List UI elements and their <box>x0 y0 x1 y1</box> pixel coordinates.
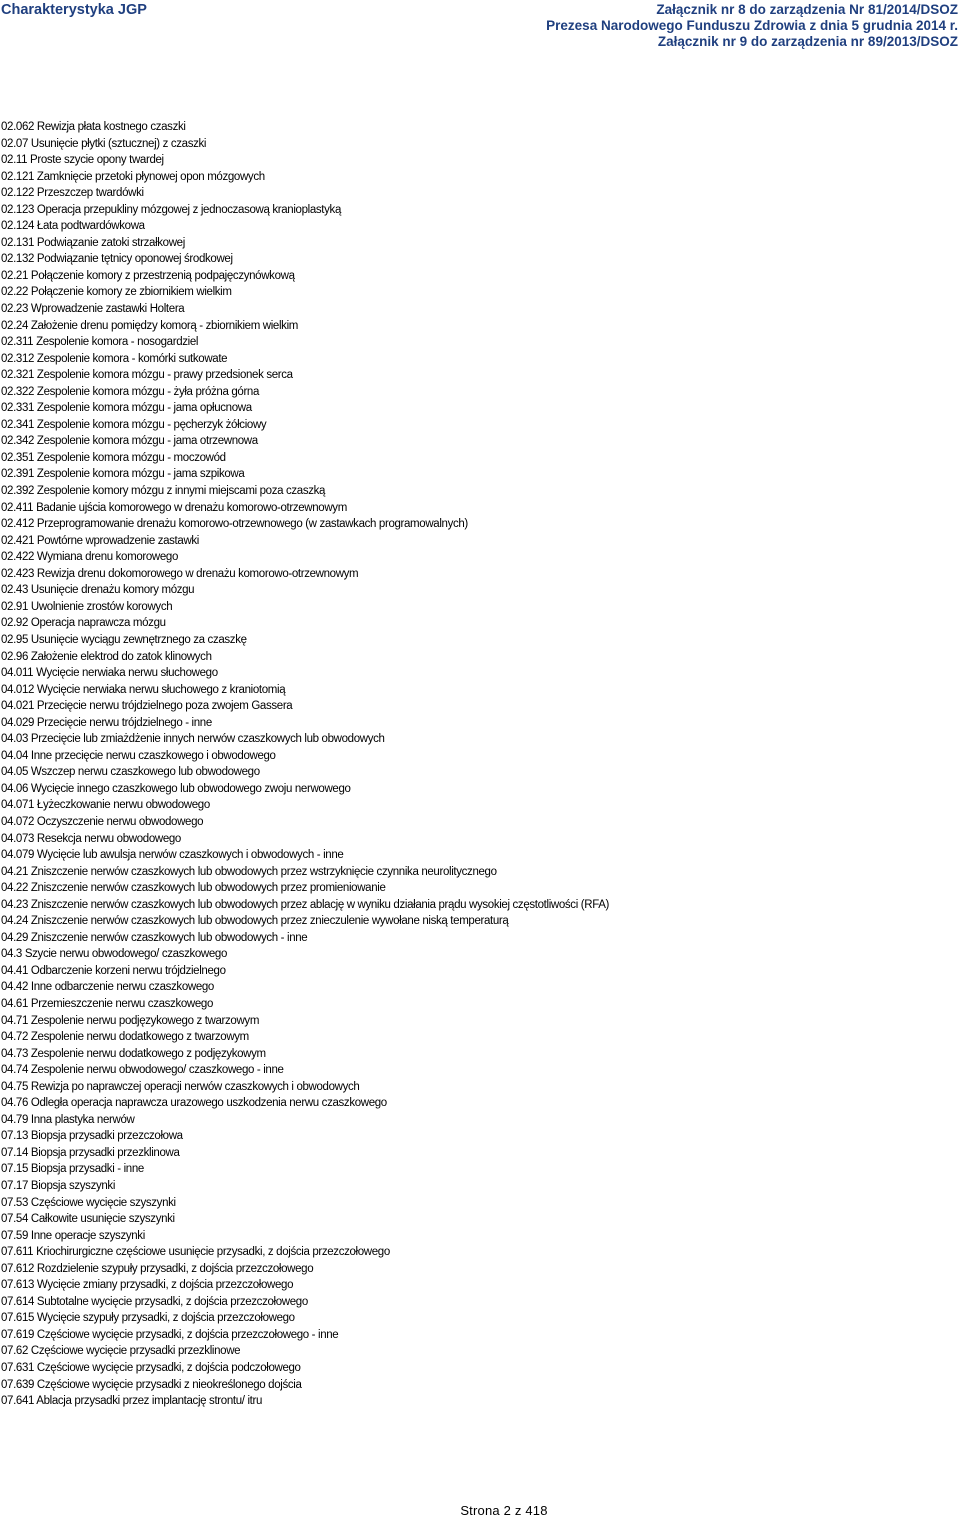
procedure-item: 02.07 Usunięcie płytki (sztucznej) z czaszki <box>1 137 207 150</box>
procedure-item: 02.91 Uwolnienie zrostów korowych <box>1 600 173 613</box>
procedure-item: 02.11 Proste szycie opony twardej <box>1 154 164 167</box>
procedure-item: 07.13 Biopsja przysadki przezczołowa <box>1 1130 183 1143</box>
procedure-item: 02.421 Powtórne wprowadzenie zastawki <box>1 534 200 547</box>
procedure-item: 02.311 Zespolenie komora - nosogardziel <box>1 336 199 349</box>
procedure-item: 04.61 Przemieszczenie nerwu czaszkowego <box>1 997 213 1010</box>
procedure-item: 07.639 Częściowe wycięcie przysadki z nieokreślonego dojścia <box>1 1378 302 1391</box>
procedure-item: 04.41 Odbarczenie korzeni nerwu trójdzielnego <box>1 964 226 977</box>
procedure-item: 04.072 Oczyszczenie nerwu obwodowego <box>1 815 204 828</box>
attachment-line-2: Prezesa Narodowego Funduszu Zdrowia z dnia 5 grudnia 2014 r. <box>546 18 958 33</box>
procedure-item: 02.423 Rewizja drenu dokomorowego w drenażu komorowo-otrzewnowym <box>1 567 359 580</box>
procedure-item: 02.23 Wprowadzenie zastawki Holtera <box>1 303 185 316</box>
procedure-item: 02.132 Podwiązanie tętnicy oponowej środkowej <box>1 253 233 266</box>
procedure-item: 02.312 Zespolenie komora - komórki sutkowate <box>1 352 228 365</box>
procedure-item: 04.79 Inna plastyka nerwów <box>1 1113 135 1126</box>
procedure-item: 04.22 Zniszczenie nerwów czaszkowych lub obwodowych przez promieniowanie <box>1 882 386 895</box>
procedure-item: 07.631 Częściowe wycięcie przysadki, z dojścia podczołowego <box>1 1362 301 1375</box>
procedure-item: 04.073 Resekcja nerwu obwodowego <box>1 832 181 845</box>
procedure-item: 07.619 Częściowe wycięcie przysadki, z dojścia przezczołowego - inne <box>1 1328 339 1341</box>
procedure-item: 04.24 Zniszczenie nerwów czaszkowych lub obwodowych przez znieczulenie wywołane niską temperaturą <box>1 915 509 928</box>
procedure-item: 04.06 Wycięcie innego czaszkowego lub obwodowego zwoju nerwowego <box>1 782 351 795</box>
procedure-item: 04.079 Wycięcie lub awulsja nerwów czaszkowych i obwodowych - inne <box>1 849 344 862</box>
procedure-item: 02.322 Zespolenie komora mózgu - żyła próżna górna <box>1 385 260 398</box>
procedure-item: 02.21 Połączenie komory z przestrzenią podpajęczynówkową <box>1 269 295 282</box>
procedure-item: 07.59 Inne operacje szyszynki <box>1 1229 145 1242</box>
procedure-item: 04.76 Odległa operacja naprawcza urazowego uszkodzenia nerwu czaszkowego <box>1 1097 387 1110</box>
attachment-line-3: Załącznik nr 9 do zarządzenia nr 89/2013/DSOZ <box>657 34 958 49</box>
procedure-item: 04.011 Wycięcie nerwiaka nerwu słuchowego <box>1 667 218 680</box>
procedure-item: 04.23 Zniszczenie nerwów czaszkowych lub obwodowych przez ablację w wyniku działania prądu wysokiej częstotliwości (RFA) <box>1 898 610 911</box>
procedure-item: 02.422 Wymiana drenu komorowego <box>1 551 178 564</box>
procedure-item: 07.611 Kriochirurgiczne częściowe usunięcie przysadki, z dojścia przezczołowego <box>1 1246 390 1259</box>
procedure-item: 07.15 Biopsja przysadki - inne <box>1 1163 144 1176</box>
procedure-item: 02.92 Operacja naprawcza mózgu <box>1 617 166 630</box>
procedure-item: 07.641 Ablacja przysadki przez implantację strontu/ itru <box>1 1395 263 1408</box>
procedure-item: 04.012 Wycięcie nerwiaka nerwu słuchowego z kraniotomią <box>1 683 286 696</box>
procedure-item: 02.122 Przeszczep twardówki <box>1 187 144 200</box>
procedure-item: 04.04 Inne przecięcie nerwu czaszkowego i obwodowego <box>1 749 276 762</box>
procedure-item: 07.14 Biopsja przysadki przezklinowa <box>1 1146 180 1159</box>
procedure-item: 02.123 Operacja przepukliny mózgowej z jednoczasową kranioplastyką <box>1 203 341 216</box>
procedure-item: 04.71 Zespolenie nerwu podjęzykowego z twarzowym <box>1 1014 260 1027</box>
procedure-item: 07.614 Subtotalne wycięcie przysadki, z dojścia przezczołowego <box>1 1295 308 1308</box>
procedure-item: 02.95 Usunięcie wyciągu zewnętrznego za czaszkę <box>1 633 247 646</box>
procedure-item: 04.72 Zespolenie nerwu dodatkowego z twarzowym <box>1 1031 249 1044</box>
procedure-item: 02.391 Zespolenie komora mózgu - jama szpikowa <box>1 468 245 481</box>
procedure-item: 02.124 Łata podtwardówkowa <box>1 220 145 233</box>
procedure-item: 04.03 Przecięcie lub zmiażdżenie innych nerwów czaszkowych lub obwodowych <box>1 733 385 746</box>
procedure-item: 04.029 Przecięcie nerwu trójdzielnego - inne <box>1 716 212 729</box>
procedure-item: 02.411 Badanie ujścia komorowego w drenażu komorowo-otrzewnowym <box>1 501 347 514</box>
procedure-item: 07.62 Częściowe wycięcie przysadki przezklinowe <box>1 1345 241 1358</box>
procedure-item: 04.75 Rewizja po naprawczej operacji nerwów czaszkowych i obwodowych <box>1 1080 360 1093</box>
procedure-item: 04.29 Zniszczenie nerwów czaszkowych lub obwodowych - inne <box>1 931 308 944</box>
procedure-item: 02.24 Założenie drenu pomiędzy komorą - zbiornikiem wielkim <box>1 319 299 332</box>
attachment-line-1: Załącznik nr 8 do zarządzenia Nr 81/2014/DSOZ <box>656 2 958 17</box>
procedure-item: 04.42 Inne odbarczenie nerwu czaszkowego <box>1 981 214 994</box>
procedure-item: 04.21 Zniszczenie nerwów czaszkowych lub obwodowych przez wstrzyknięcie czynnika neurolitycznego <box>1 865 497 878</box>
procedure-item: 07.613 Wycięcie zmiany przysadki, z dojścia przezczołowego <box>1 1279 294 1292</box>
procedure-item: 04.74 Zespolenie nerwu obwodowego/ czaszkowego - inne <box>1 1064 284 1077</box>
attachment-note <box>546 2 958 50</box>
procedure-item: 04.021 Przecięcie nerwu trójdzielnego poza zwojem Gassera <box>1 700 293 713</box>
procedure-item: 02.131 Podwiązanie zatoki strzałkowej <box>1 236 185 249</box>
page-footer <box>0 1503 960 1518</box>
procedure-item: 04.05 Wszczep nerwu czaszkowego lub obwodowego <box>1 766 260 779</box>
procedure-item: 02.331 Zespolenie komora mózgu - jama opłucnowa <box>1 402 252 415</box>
procedure-item: 02.121 Zamknięcie przetoki płynowej opon mózgowych <box>1 170 265 183</box>
procedure-item: 04.071 Łyżeczkowanie nerwu obwodowego <box>1 799 210 812</box>
procedure-item: 07.53 Częściowe wycięcie szyszynki <box>1 1196 176 1209</box>
procedure-item: 02.392 Zespolenie komory mózgu z innymi miejscami poza czaszką <box>1 485 326 498</box>
procedure-item: 02.96 Założenie elektrod do zatok klinowych <box>1 650 212 663</box>
procedure-list <box>1 119 609 1410</box>
procedure-item: 07.612 Rozdzielenie szypuły przysadki, z dojścia przezczołowego <box>1 1262 314 1275</box>
procedure-item: 02.341 Zespolenie komora mózgu - pęcherzyk żółciowy <box>1 418 267 431</box>
procedure-item: 02.412 Przeprogramowanie drenażu komorowo-otrzewnowego (w zastawkach programowalnych) <box>1 518 468 531</box>
document-title: Charakterystyka JGP <box>1 2 147 18</box>
procedure-item: 07.17 Biopsja szyszynki <box>1 1180 116 1192</box>
procedure-item: 02.321 Zespolenie komora mózgu - prawy przedsionek serca <box>1 369 293 382</box>
procedure-item: 04.3 Szycie nerwu obwodowego/ czaszkowego <box>1 948 228 961</box>
procedure-item: 02.062 Rewizja płata kostnego czaszki <box>1 121 186 133</box>
procedure-item: 02.351 Zespolenie komora mózgu - moczowód <box>1 451 226 464</box>
procedure-item: 04.73 Zespolenie nerwu dodatkowego z podjęzykowym <box>1 1047 266 1060</box>
procedure-item: 02.342 Zespolenie komora mózgu - jama otrzewnowa <box>1 435 258 448</box>
procedure-item: 02.22 Połączenie komory ze zbiornikiem wielkim <box>1 286 232 299</box>
procedure-item: 07.54 Całkowite usunięcie szyszynki <box>1 1213 175 1226</box>
procedure-item: 02.43 Usunięcie drenażu komory mózgu <box>1 584 195 597</box>
procedure-item: 07.615 Wycięcie szypuły przysadki, z dojścia przezczołowego <box>1 1312 295 1325</box>
page-number: Strona 2 z 418 <box>460 1503 548 1518</box>
